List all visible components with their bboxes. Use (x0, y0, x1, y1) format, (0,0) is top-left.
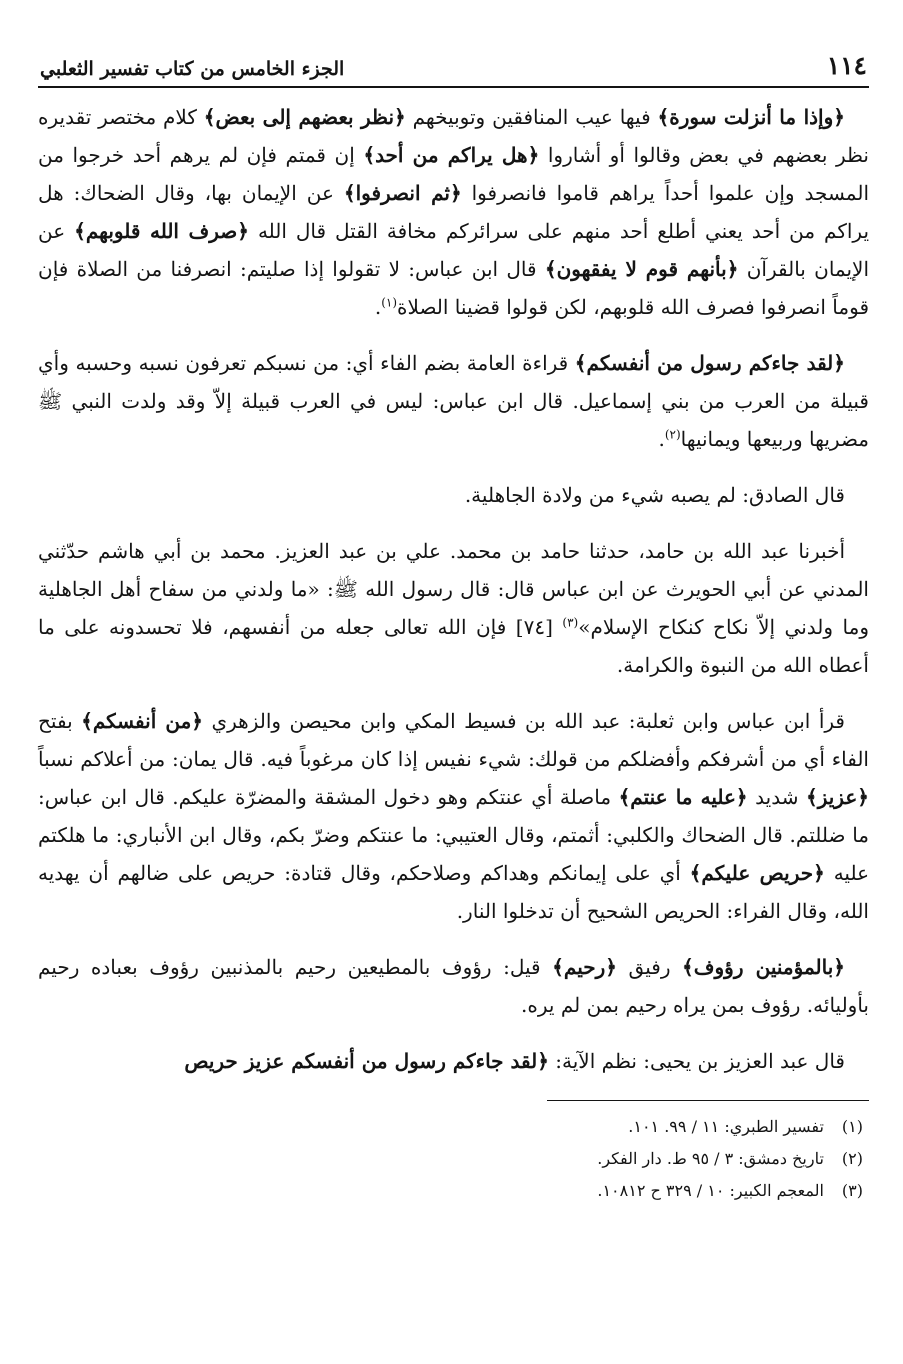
page-number: ١١٤ (826, 51, 867, 80)
footnote (38, 1175, 869, 1207)
footnote-ref: (٢) (664, 427, 681, 442)
quran-quote: ﴿عليه ما عنتم﴾ (618, 785, 748, 809)
text-run: قراءة العامة بضم الفاء أي: من نسبكم تعرفون نسبه وحسبه وأي قبيلة من العرب من بني إسماعيل. قال ابن عباس: ليس في العرب قبيلة إلاّ وقد ولدت النبي ﷺ مضريها وربيعها ويمانيها (38, 351, 869, 451)
text-run: رفيق (616, 955, 683, 979)
paragraph (38, 532, 869, 684)
footnote-number: (٣) (841, 1181, 863, 1200)
quran-quote: ﴿هل يراكم من أحد﴾ (363, 143, 540, 167)
body-text (38, 98, 869, 1080)
text-run: أخبرنا عبد الله بن حامد، حدثنا حامد بن محمد. علي بن عبد العزيز. محمد بن أبي هاشم حدّثني المدني عن أبي الحويرث عن ابن عباس قال: قال رسول الله ﷺ: «ما ولدني من سفاح أهل الجاهلية وما ولدني إلاّ نكاح كنكاح الإسلام» (38, 539, 869, 639)
text-run: ماصلة أي عنتكم وهو دخول المشقة والمضرّة عليكم. قال ابن عباس: ما ضللتم. قال الضحاك والكلبي: أثمتم، وقال العتيبي: ما عنتكم وضرّ بكم، وقال ابن الأنباري: ما هلكتم عليه (38, 785, 870, 885)
text-run: قال عبد العزيز بن يحيى: نظم الآية: (548, 1049, 845, 1073)
text-run: إن قمتم فإن لم يرهم أحد خرجوا من المسجد وإن علموا أحداً يراهم قاموا فانصرفوا (38, 143, 869, 205)
quran-quote: ﴿صرف الله قلوبهم﴾ (74, 219, 249, 243)
text-run: شديد (747, 785, 806, 809)
text-run: . (658, 427, 665, 451)
paragraph (38, 344, 869, 458)
paragraph (38, 948, 869, 1024)
text-run: قرأ ابن عباس وابن ثعلبة: عبد الله بن فسيط المكي وابن محيصن والزهري (203, 709, 845, 733)
quran-quote: ﴿رحيم﴾ (552, 955, 617, 979)
text-run: قيل: رؤوف بالمطيعين رحيم بالمذنبين رؤوف بعباده رحيم بأوليائه. رؤوف بمن يراه رحيم بمن لم يره. (38, 955, 869, 1017)
book-page (38, 40, 869, 1344)
footnotes (38, 1111, 869, 1207)
text-run: قال ابن عباس: لا تقولوا إذا صليتم: انصرفنا من الصلاة فإن قوماً انصرفوا فصرف الله قلوبهم، لكن قولوا قضينا الصلاة (38, 257, 869, 319)
footnote (38, 1143, 869, 1175)
text-run: فيها عيب المنافقين وتوبيخهم (405, 105, 658, 129)
footnote-number: (٢) (841, 1149, 863, 1168)
text-run: . (374, 295, 382, 319)
footnote (38, 1111, 869, 1143)
text-run: [٧٤] فإن الله تعالى جعله من أنفسهم، فلا تحسدونه على ما أعطاه الله من النبوة والكرامة. (38, 615, 869, 677)
paragraph (38, 702, 869, 930)
footnote-text: تفسير الطبري: ١١ / ٩٩. ١٠١. (628, 1117, 824, 1136)
quran-quote: ﴿نظر بعضهم إلى بعض﴾ (203, 105, 406, 129)
footnote-text: المعجم الكبير: ١٠ / ٣٢٩ ح ١٠٨١٢. (597, 1181, 824, 1200)
quran-quote: ﴿حريص عليكم﴾ (689, 861, 825, 885)
quran-quote: ﴿ثم انصرفوا﴾ (343, 181, 462, 205)
quran-quote: ﴿لقد جاءكم رسول من أنفسكم﴾ (574, 351, 845, 375)
text-run: عن الإيمان بالقرآن (38, 219, 870, 281)
text-run: كلام مختصر تقديره نظر بعضهم في بعض وقالوا أو أشاروا (38, 105, 869, 167)
quran-quote: ﴿لقد جاءكم رسول من أنفسكم عزيز حريص (184, 1049, 549, 1073)
running-title: الجزء الخامس من كتاب تفسير الثعلبي (40, 58, 345, 80)
footnote-divider (547, 1100, 869, 1101)
quran-quote: ﴿من أنفسكم﴾ (81, 709, 204, 733)
paragraph (38, 98, 869, 326)
quran-quote: ﴿وإذا ما أنزلت سورة﴾ (657, 105, 845, 129)
quran-quote: ﴿بأنهم قوم لا يفقهون﴾ (544, 257, 739, 281)
paragraph (38, 1042, 869, 1080)
page-header (38, 40, 869, 88)
quran-quote: ﴿بالمؤمنين رؤوف﴾ (682, 955, 846, 979)
text-run: قال الصادق: لم يصبه شيء من ولادة الجاهلية. (464, 483, 845, 507)
text-run: عن الإيمان بها، وقال الضحاك: هل يراكم من أحد يعني أطلع أحد منهم على سرائركم مخافة القتل قال الله (38, 181, 870, 243)
footnote-number: (١) (841, 1117, 863, 1136)
footnote-ref: (١) (381, 295, 398, 310)
paragraph (38, 476, 869, 514)
quran-quote: ﴿عزيز﴾ (805, 785, 869, 809)
footnote-ref: (٣) (562, 615, 579, 630)
text-run: بفتح الفاء أي من أشرفكم وأفضلكم من قولك: شيء نفيس إذا كان مرغوباً فيه. قال يمان: من أعلاكم نسباً (38, 709, 869, 771)
footnote-text: تاريخ دمشق: ٣ / ٩٥ ط. دار الفكر. (597, 1149, 824, 1168)
text-run: أي على إيمانكم وهداكم وصلاحكم، وقال قتادة: حريص على ضالهم أن يهديه الله، وقال الفراء: الحريص الشحيح أن تدخلوا النار. (38, 861, 869, 923)
